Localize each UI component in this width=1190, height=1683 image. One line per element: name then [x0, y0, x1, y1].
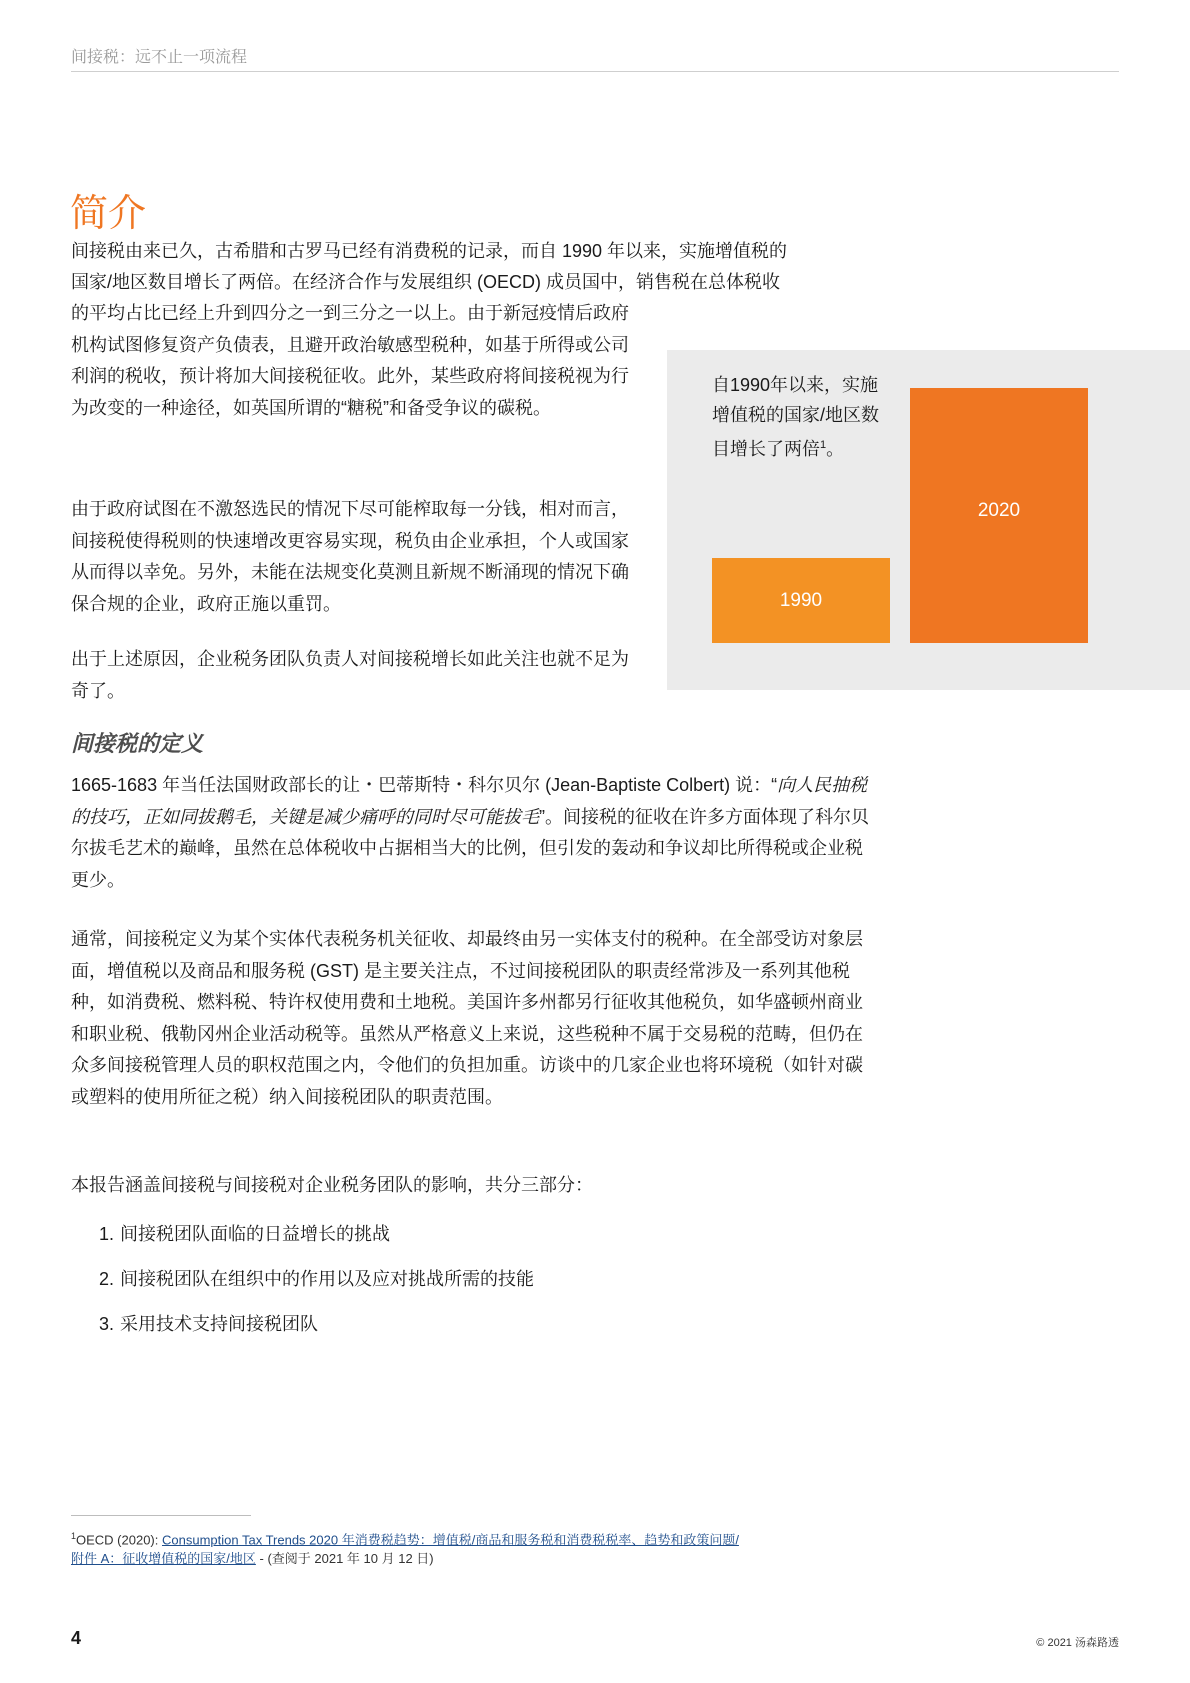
intro-paragraph-1-line-1: 间接税由来已久，古希腊和古罗马已经有消费税的记录，而自 1990 年以来，实施增值税的 [71, 241, 788, 261]
footnote-source: OECD (2020): [76, 1532, 162, 1548]
callout-text [712, 370, 882, 464]
intro-paragraph-1-line-2: 国家/地区数目增长了两倍。在经济合作与发展组织 (OECD) 成员国中，销售税在总体税收 [71, 272, 780, 292]
list-item [71, 1302, 871, 1347]
list-item [71, 1257, 871, 1302]
footnote [71, 1527, 971, 1568]
list-item-text: 间接税团队在组织中的作用以及应对挑战所需的技能 [120, 1269, 534, 1289]
page-number: 4 [71, 1628, 82, 1648]
list-item-text: 间接税团队面临的日益增长的挑战 [120, 1224, 390, 1244]
footnote-link-annex-a[interactable]: 附件 A：征收增值税的国家/地区 [71, 1551, 256, 1567]
vat-growth-callout [667, 350, 1190, 690]
list-item-number: 2. [98, 1269, 114, 1289]
intro-paragraph-3: 出于上述原因，企业税务团队负责人对间接税增长如此关注也就不足为奇了。 [71, 649, 629, 701]
intro-paragraph-2: 由于政府试图在不激怒选民的情况下尽可能榨取每一分钱，相对而言，间接税使得税则的快速增改更容易实现，税负由企业承担，个人或国家从而得以幸免。另外，未能在法规变化莫测且新规不断涌现的情况下确保合规的企业，政府正施以重罚。 [71, 499, 629, 614]
section-heading-definition: 间接税的定义 [71, 731, 204, 756]
definition-paragraph-3: 本报告涵盖间接税与间接税对企业税务团队的影响，共分三部分： [71, 1175, 593, 1195]
bar-2020 [910, 388, 1088, 643]
footnote-rule [71, 1515, 251, 1516]
copyright: © 2021 汤森路透 [1036, 1637, 1119, 1649]
bar-1990 [712, 558, 890, 643]
colbert-quote: 向人民抽税的技巧，正如同拔鹅毛，关键是减少痛呼的同时尽可能拔毛 [71, 775, 868, 827]
footnote-marker: 1 [71, 1531, 77, 1541]
footnote-link-oecd-report[interactable]: Consumption Tax Trends 2020 年消费税趋势：增值税/商品和服务税和消费税税率、趋势和政策问题/ [162, 1532, 739, 1548]
intro-paragraph-1-rest: 的平均占比已经上升到四分之一到三分之一以上。由于新冠疫情后政府机构试图修复资产负债表，且避开政治敏感型税种，如基于所得或公司利润的税收，预计将加大间接税征收。此外，某些政府将间接税视为行为改变的一种途径，如英国所谓的“糖税”和备受争议的碳税。 [71, 303, 629, 418]
list-item [71, 1212, 871, 1257]
definition-paragraph-1-end: ”。间接税的征收在许多方面体现了科尔贝尔拔毛艺术的巅峰，虽然在总体税收中占据相当大的比例，但引发的轰动和争议却比所得税或企业税更少。 [71, 806, 869, 890]
footnote-accessed-date: - (查阅于 2021 年 10 月 12 日) [255, 1551, 434, 1567]
callout-period: 。 [826, 439, 845, 459]
callout-statement: 自1990年以来，实施增值税的国家/地区数目增长了两倍 [712, 375, 880, 459]
running-header: 间接税：远不止一项流程 [71, 49, 248, 66]
list-item-number: 1. [98, 1224, 114, 1244]
report-parts-list [71, 1212, 871, 1347]
definition-paragraph-1 [71, 770, 871, 896]
bar-1990-label: 1990 [779, 589, 823, 611]
list-item-text: 采用技术支持间接税团队 [120, 1314, 318, 1334]
header-rule [71, 71, 1119, 72]
callout-footnote-ref: 1 [820, 439, 827, 451]
page-title: 简介 [70, 193, 147, 235]
bar-2020-label: 2020 [977, 499, 1021, 521]
definition-paragraph-2: 通常，间接税定义为某个实体代表税务机关征收、却最终由另一实体支付的税种。在全部受访对象层面，增值税以及商品和服务税 (GST) 是主要关注点，不过间接税团队的职责经常涉及一系列其他税种，如消费税、燃料税、特许权使用费和土地税。美国许多州都另行征收其他税负，如华盛顿州商业和职业税、俄勒冈州企业活动税等。虽然从严格意义上来说，这些税种不属于交易税的范畴，但仍在众多间接税管理人员的职权范围之内，令他们的负担加重。访谈中的几家企业也将环境税（如针对碳或塑料的使用所征之税）纳入间接税团队的职责范围。 [71, 929, 863, 1107]
definition-paragraph-1-start: 1665-1683 年当任法国财政部长的让・巴蒂斯特・科尔贝尔 (Jean-Baptiste Colbert) 说：“ [71, 775, 778, 795]
list-item-number: 3. [98, 1314, 114, 1334]
